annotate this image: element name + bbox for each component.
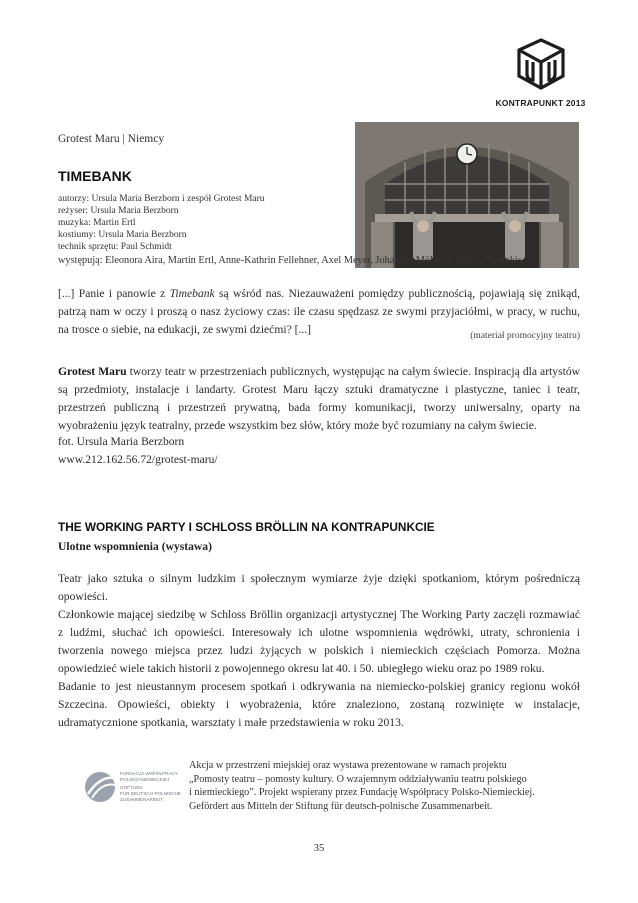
foundation-emblem-icon <box>84 768 192 806</box>
performance-photo <box>355 122 579 268</box>
quote-source: (materiał promocyjny teatru) <box>470 331 580 341</box>
section-subtitle: Ulotne wspomnienia (wystawa) <box>58 540 212 553</box>
website-link[interactable]: www.212.162.56.72/grotest-maru/ <box>58 453 218 466</box>
company-name: Grotest Maru <box>58 365 127 378</box>
funder-logo <box>84 768 192 806</box>
credit-line: technik sprzętu: Paul Schmidt <box>58 242 172 252</box>
section-title-working-party: THE WORKING PARTY I SCHLOSS BRÖLLIN NA KONTRAPUNKCIE <box>58 520 435 534</box>
credits-list <box>58 193 265 253</box>
about-text: tworzy teatr w przestrzeniach publicznych, występując na całym świecie. Inspiracją dla artystów są przedmioty, instalacje i landarty. Grotest Maru łączy sztuki dramatyczne i plastyczne, taniec i teatr, przestrzeń publiczną i przestrzeń prywatną, bada formy komunikacji, tworzy uniwersalny, oparty na wyobrażeniu język teatralny, przede wszystkim bez słów, który może być rozumiany na całym świecie. <box>58 365 580 432</box>
page-number: 35 <box>313 843 325 854</box>
kontrapunkt-logo <box>493 36 588 116</box>
credit-line: reżyser: Ursula Maria Berzborn <box>58 206 179 216</box>
funder-logo-line: FUNDACJA WSPÓŁPRACY <box>120 771 178 776</box>
company-country-label: Grotest Maru | Niemcy <box>58 133 165 145</box>
credit-line: kostiumy: Ursula Maria Berzborn <box>58 230 187 240</box>
credit-line: muzyka: Martin Ertl <box>58 218 136 228</box>
photo-credit-block <box>58 433 218 469</box>
exhibit-description <box>58 570 580 732</box>
cast-line: występują: Eleonora Aira, Martin Ertl, Anne-Kathrin Fellehner, Axel Meyer, Johannes Mölders, Spiros Paterakis <box>58 255 522 266</box>
exhibit-paragraph: Członkowie mającej siedzibę w Schloss Bröllin organizacji artystycznej The Working Party zaczęli rozmawiać z ludźmi, słuchać ich opowieści. Interesowały ich ulotne wspomnienia wędrówki, utraty, schronienia i tworzenia nowego miejsca przez ludzi żyjących w polskich i niemieckich częściach Pomorza. Można opowiedzieć wiele takich historii z powojennego okresu lat 40. i 50. ubiegłego wieku oraz po 1989 roku. <box>58 608 580 675</box>
quote-italic-title: Timebank <box>169 287 215 300</box>
photo-credit: fot. Ursula Maria Berzborn <box>58 435 185 448</box>
funder-logo-line: POLSKO-NIEMIECKIEJ <box>120 777 170 782</box>
exhibit-paragraph: Teatr jako sztuka o silnym ludzkim i społecznym wymiarze żyje dzięki spotkaniom, którym pośredniczą opowieści. <box>58 572 580 603</box>
exhibit-paragraph: Badanie to jest nieustannym procesem spotkań i odkrywania na niemiecko-polskiej granicy regionu wokół Szczecina. Opowieści, obiekty i wyobrażenia, które znaleziono, zostaną rozwinięte w instalacje, udramatycznione spotkania, warsztaty i małe przedstawienia w roku 2013. <box>58 680 580 729</box>
about-paragraph <box>58 363 580 435</box>
funding-line: i niemieckiego”. Projekt wspierany przez Fundację Współpracy Polsko-Niemieckiej. <box>189 787 535 798</box>
funder-logo-line: ZUSAMMENARBEIT <box>120 797 163 802</box>
credit-line: autorzy: Ursula Maria Berzborn i zespół Grotest Maru <box>58 194 265 204</box>
funding-line: Akcja w przestrzeni miejskiej oraz wystawa prezentowane w ramach projektu <box>189 760 507 771</box>
funding-line: Gefördert aus Mitteln der Stiftung für deutsch-polnische Zusammenarbeit. <box>189 800 493 812</box>
funding-line: „Pomosty teatru – pomosty kultury. O wzajemnym oddziaływaniu teatru polskiego <box>189 773 527 785</box>
funding-note <box>189 759 589 813</box>
funder-logo-line: FÜR DEUTSCH-POLNISCHE <box>120 791 181 796</box>
quote-text-after: są wśród nas. Niezauważeni pomiędzy publicznością, pojawiają się znikąd, patrzą nam w oczy i proszą o nasz życiowy czas: ile czasu spędzasz ze swymi przyjaciółmi, w pracy, w ruchu, na trosce o siebie, na edukacji, ze swymi dziećmi? [...] <box>58 287 580 336</box>
kontrapunkt-emblem-icon <box>511 36 571 96</box>
logo-text: KONTRAPUNKT 2013 <box>495 98 586 108</box>
section-title-timebank: TIMEBANK <box>58 168 132 184</box>
funder-logo-line: STIFTUNG <box>120 785 143 790</box>
quote-text-before: [...] Panie i panowie z <box>58 287 170 300</box>
